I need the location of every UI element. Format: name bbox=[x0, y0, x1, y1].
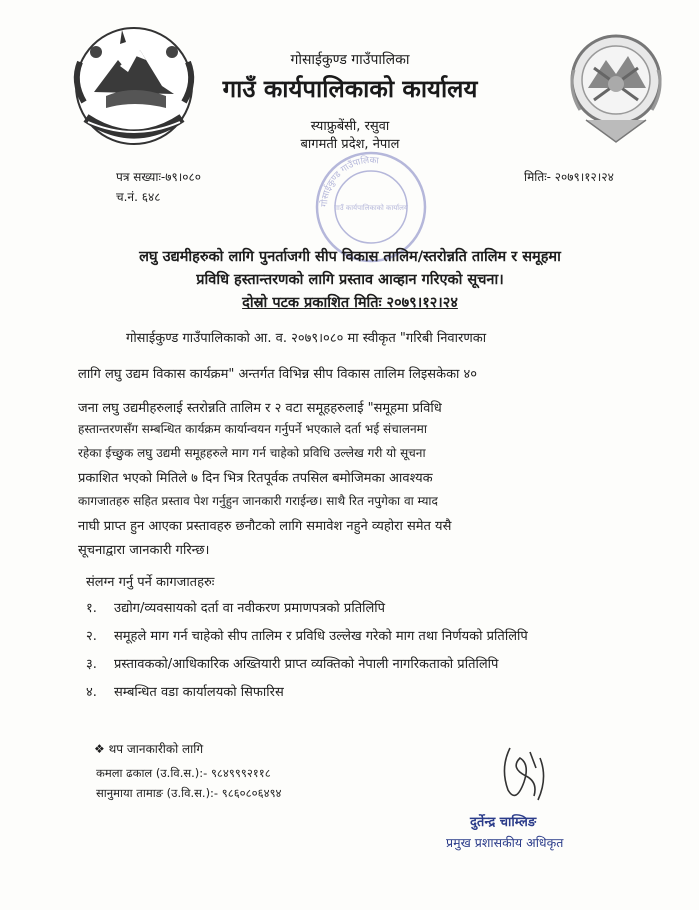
stamp-inner-text: गाउँ कार्यपालिकाको कार्यालय bbox=[334, 204, 408, 212]
contact-1: कमला ढकाल (उ.वि.स.):- ९८४९९९२११८ bbox=[96, 766, 271, 780]
letter-number: पत्र सख्याः-७९।०८० bbox=[116, 170, 201, 184]
documents-heading: संलग्न गर्नु पर्ने कागजातहरुः bbox=[86, 575, 215, 590]
letter-date: मितिः- २०७९।१२।२४ bbox=[524, 170, 614, 184]
list-item-text: उद्योग/व्यवसायको दर्ता वा नवीकरण प्रमाणपत्रको प्रतिलिपि bbox=[114, 601, 386, 616]
handwritten-signature bbox=[480, 738, 560, 810]
list-item-text: सम्बन्धित वडा कार्यालयको सिफारिस bbox=[114, 685, 284, 700]
body-line-9: सूचनाद्वारा जानकारी गरिन्छ। bbox=[78, 543, 210, 558]
svg-text:गोसाईकुण्ड गाउँपालिका bbox=[318, 154, 380, 208]
contact-heading-row bbox=[94, 740, 203, 757]
district-line: स्याफ्रुबेंसी, रसुवा bbox=[310, 119, 390, 134]
office-name: गाउँ कार्यपालिकाको कार्यालय bbox=[222, 75, 478, 103]
municipality-name: गोसाईकुण्ड गाउँपालिका bbox=[290, 52, 410, 68]
list-item bbox=[86, 626, 626, 648]
body-line-8: नाघी प्राप्त हुन आएका प्रस्तावहरु छनौटको लागि समावेश नहुने व्यहोरा समेत यसै bbox=[78, 519, 452, 534]
published-date-line: दोस्रो पटक प्रकाशित मितिः २०७९।१२।२४ bbox=[242, 295, 458, 311]
list-item bbox=[86, 654, 626, 676]
body-line-5: रहेका ईच्छुक लघु उद्यमी समूहहरुले माग गर्न चाहेको प्रविधि उल्लेख गरी यो सूचना bbox=[78, 446, 426, 460]
body-line-3: जना लघु उद्यमीहरुलाई स्तरोन्नति तालिम र २ वटा समूहहरुलाई "समूहमा प्रविधि bbox=[78, 401, 442, 416]
body-line-2: लागि लघु उद्यम विकास कार्यक्रम" अन्तर्गत विभिन्न सीप विकास तालिम लिइसकेका ४० bbox=[78, 367, 478, 382]
body-line-1: गोसाईकुण्ड गाउँपालिकाको आ. व. २०७९।०८० मा स्वीकृत "गरिबी निवारणका bbox=[126, 331, 487, 346]
signatory-name: दुर्तेन्द्र चाम्लिङ bbox=[470, 815, 537, 830]
list-item-number: १. bbox=[86, 601, 97, 616]
diamond-bullet-icon: ❖ bbox=[94, 742, 105, 756]
body-line-4: हस्तान्तरणसँग सम्बन्धित कार्यक्रम कार्यान्वयन गर्नुपर्ने भएकाले दर्ता भई संचालनमा bbox=[78, 422, 427, 436]
list-item bbox=[86, 598, 626, 620]
body-line-6: प्रकाशित भएको मितिले ७ दिन भित्र रितपूर्वक तपसिल बमोजिमका आवश्यक bbox=[78, 471, 433, 486]
contact-heading: थप जानकारीको लागि bbox=[108, 742, 204, 756]
list-item-number: ४. bbox=[86, 685, 97, 700]
list-item-number: २. bbox=[86, 629, 97, 644]
list-item-number: ३. bbox=[86, 657, 97, 672]
dispatch-number: च.नं. ६४८ bbox=[116, 190, 161, 204]
list-item-text: समूहले माग गर्न चाहेको सीप तालिम र प्रविधि उल्लेख गरेको माग तथा निर्णयको प्रतिलिपि bbox=[114, 629, 528, 644]
province-line: बागमती प्रदेश, नेपाल bbox=[300, 137, 400, 152]
list-item bbox=[86, 682, 626, 704]
list-item-text: प्रस्तावकको/आधिकारिक अख्तियारी प्राप्त व्यक्तिको नेपाली नागरिकताको प्रतिलिपि bbox=[114, 657, 499, 672]
body-line-7: कागजातहरु सहित प्रस्ताव पेश गर्नुहुन जानकारी गराईन्छ। साथै रित नपुगेका वा म्याद bbox=[78, 494, 438, 508]
signatory-title: प्रमुख प्रशासकीय अधिकृत bbox=[446, 835, 564, 850]
municipality-logo bbox=[566, 30, 666, 146]
stamp-ring-text: गोसाईकुण्ड गाउँपालिका bbox=[319, 155, 380, 208]
subject-line-2: प्रविधि हस्तान्तरणको लागि प्रस्ताव आव्हान गरिएको सूचना। bbox=[196, 272, 504, 288]
documents-list bbox=[86, 598, 626, 710]
contact-2: सानुमाया तामाङ (उ.वि.स.):- ९८६०८०६४९४ bbox=[96, 786, 282, 800]
subject-line-1: लघु उद्यमीहरुको लागि पुनर्ताजगी सीप विकास तालिम/स्तरोन्नति तालिम र समूहमा bbox=[139, 249, 561, 265]
nepal-emblem-logo bbox=[66, 22, 202, 150]
